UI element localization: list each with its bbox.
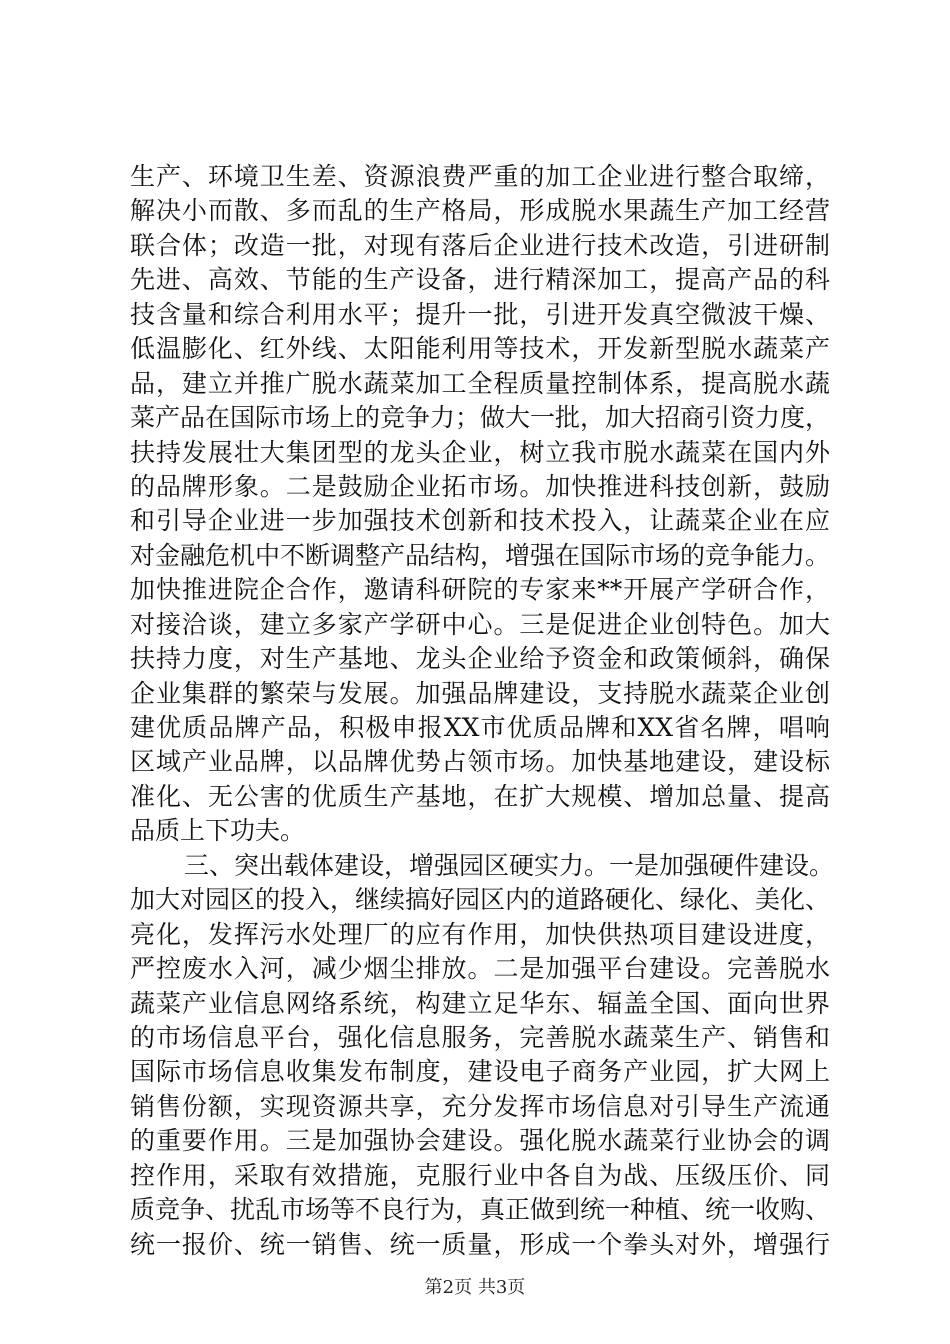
text-line: 国际市场信息收集发布制度，建设电子商务产业园，扩大网上: [130, 1057, 830, 1087]
text-line: 区域产业品牌，以品牌优势占领市场。加快基地建设，建设标: [130, 747, 830, 777]
text-line: 销售份额，实现资源共享，充分发挥市场信息对引导生产流通: [130, 1091, 830, 1121]
text-line: 解决小而散、多而乱的生产格局，形成脱水果蔬生产加工经营: [130, 196, 830, 226]
text-line: 加大对园区的投入，继续搞好园区内的道路硬化、绿化、美化、: [130, 885, 831, 915]
text-line: 生产、环境卫生差、资源浪费严重的加工企业进行整合取缔，: [130, 162, 830, 191]
text-line: 企业集群的繁荣与发展。加强品牌建设，支持脱水蔬菜企业创: [130, 678, 830, 708]
text-line: 严控废水入河，减少烟尘排放。二是加强平台建设。完善脱水: [130, 954, 830, 984]
page-footer: 第2页 共3页: [424, 1277, 526, 1298]
text-line: 准化、无公害的优质生产基地，在扩大规模、增加总量、提高: [130, 781, 830, 811]
text-line: 加快推进院企合作，邀请科研院的专家来**开展产学研合作，: [130, 575, 830, 605]
text-line: 控作用，采取有效措施，克服行业中各自为战、压级压价、同: [130, 1160, 830, 1190]
text-line: 的重要作用。三是加强协会建设。强化脱水蔬菜行业协会的调: [130, 1126, 830, 1156]
text-line-paragraph-start: 三、突出载体建设，增强园区硬实力。一是加强硬件建设。: [184, 850, 835, 880]
text-line: 质竞争、扰乱市场等不良行为，真正做到统一种植、统一收购、: [130, 1195, 831, 1225]
text-line: 蔬菜产业信息网络系统，构建立足华东、辐盖全国、面向世界: [130, 988, 830, 1018]
text-line: 对接洽谈，建立多家产学研中心。三是促进企业创特色。加大: [130, 609, 830, 639]
text-line: 扶持发展壮大集团型的龙头企业，树立我市脱水蔬菜在国内外: [130, 437, 830, 467]
text-line: 低温膨化、红外线、太阳能利用等技术，开发新型脱水蔬菜产: [130, 334, 830, 364]
text-line: 扶持力度，对生产基地、龙头企业给予资金和政策倾斜，确保: [130, 644, 830, 674]
text-line: 和引导企业进一步加强技术创新和技术投入，让蔬菜企业在应: [130, 506, 830, 536]
text-line: 建优质品牌产品，积极申报XX市优质品牌和XX省名牌，唱响: [130, 713, 830, 742]
document-body: [130, 160, 835, 1262]
text-line: 的品牌形象。二是鼓励企业拓市场。加快推进科技创新，鼓励: [130, 471, 830, 501]
text-line: 的市场信息平台，强化信息服务，完善脱水蔬菜生产、销售和: [130, 1022, 830, 1052]
text-line: 亮化，发挥污水处理厂的应有作用，加快供热项目建设进度，: [130, 919, 830, 949]
text-line: 品，建立并推广脱水蔬菜加工全程质量控制体系，提高脱水蔬: [130, 368, 830, 398]
text-line: 菜产品在国际市场上的竞争力；做大一批，加大招商引资力度，: [130, 403, 831, 433]
text-line: 先进、高效、节能的生产设备，进行精深加工，提高产品的科: [130, 265, 830, 295]
text-line: 技含量和综合利用水平；提升一批，引进开发真空微波干燥、: [130, 299, 830, 329]
text-line-paragraph-end: 品质上下功夫。: [130, 816, 306, 846]
text-line: 对金融危机中不断调整产品结构，增强在国际市场的竞争能力。: [130, 540, 831, 570]
text-line: 统一报价、统一销售、统一质量，形成一个拳头对外，增强行: [130, 1229, 830, 1259]
text-line: 联合体；改造一批，对现有落后企业进行技术改造，引进研制: [130, 230, 830, 260]
